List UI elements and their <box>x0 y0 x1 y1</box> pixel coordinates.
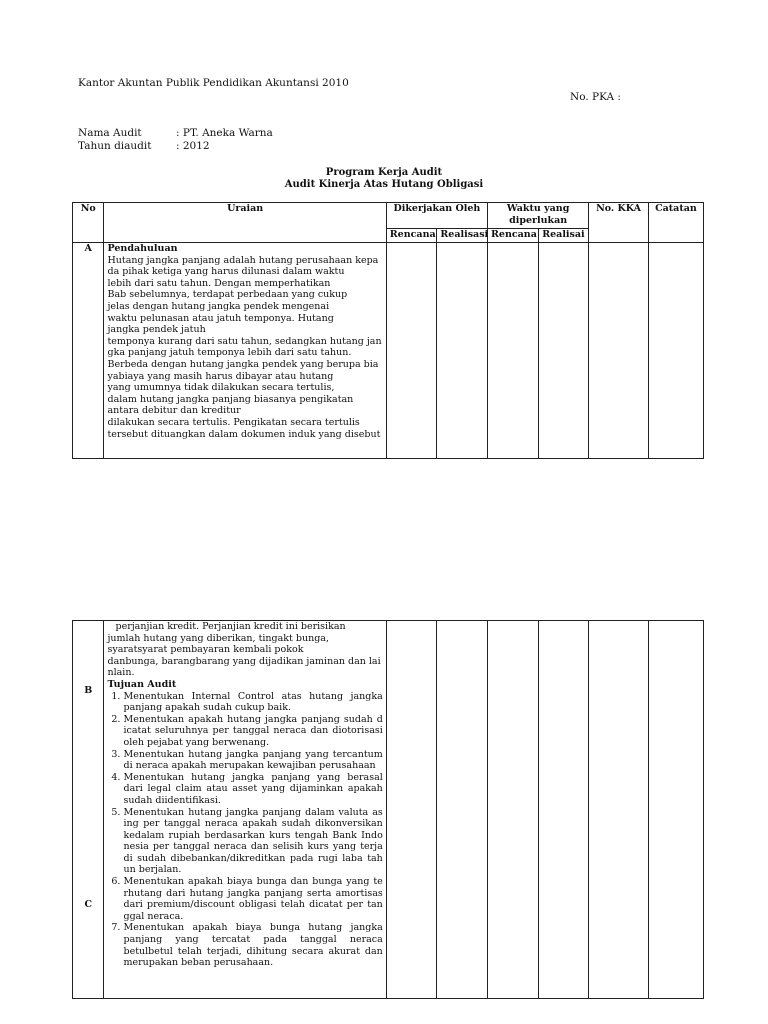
list-item: 2. Menentukan apakah hutang jangka panjang sudah d icatat seluruhnya per tanggal neraca dan diotorisasi oleh pejabat yang berwenang. <box>123 714 382 749</box>
text-line: Berbeda dengan hutang jangka pendek yang berupa bia <box>107 358 379 370</box>
section-letters <box>73 621 104 999</box>
text-line: jelas dengan hutang jangka pendek mengenai <box>107 300 330 312</box>
cell-empty <box>386 621 437 999</box>
text-line: dalam hutang jangka panjang biasanya pengikatan <box>107 393 354 405</box>
cell-empty <box>488 243 539 459</box>
text-line: perjanjian kredit. Perjanjian kredit ini berisikan <box>115 621 346 632</box>
col-realisasi-1: Realisasi <box>437 229 488 243</box>
list-item: 1. Menentukan Internal Control atas hutang jangka panjang apakah sudah cukup baik. <box>123 691 382 714</box>
cell-empty <box>437 243 488 459</box>
year-label: Tahun diaudit <box>78 140 152 152</box>
section-a-heading: Pendahuluan <box>107 243 178 254</box>
text-line: temponya kurang dari satu tahun, sedangkan hutang jan <box>107 335 382 347</box>
col-rencana-1: Rencana <box>386 229 437 243</box>
continued-content <box>104 621 386 999</box>
cell-empty <box>648 243 703 459</box>
text-line: tersebut dituangkan dalam dokumen induk yang disebut <box>107 428 381 440</box>
text-line: danbunga, barangbarang yang dijadikan jaminan dan lai <box>107 655 381 667</box>
table-row <box>73 243 704 459</box>
col-dikerjakan-header: Dikerjakan Oleh <box>386 203 487 229</box>
audit-label: Nama Audit <box>78 127 142 139</box>
cell-empty <box>437 621 488 999</box>
text-line: yabiaya yang masih harus dibayar atau hutang <box>107 370 334 382</box>
doc-title: Program Kerja Audit <box>325 167 443 178</box>
audit-program-table-continued <box>72 620 704 999</box>
list-item: 7. Menentukan apakah biaya bunga hutang jangka panjang yang tercatat pada tanggal neraca betulbetul telah terjadi, dihitung secara akurat dan merupakan beban perusahaan. <box>123 922 382 968</box>
section-letter-a: A <box>73 243 104 459</box>
year-value: : 2012 <box>176 140 210 152</box>
text-line: jangka pendek jatuh <box>107 324 206 336</box>
cell-empty <box>386 243 437 459</box>
section-letter-c: C <box>84 899 93 910</box>
text-line: Bab sebelumnya, terdapat perbedaan yang cukup <box>107 289 348 301</box>
cell-empty <box>538 621 589 999</box>
cell-empty <box>589 621 649 999</box>
text-line: lebih dari satu tahun. Dengan memperhatikan <box>107 277 331 289</box>
list-item: 4. Menentukan hutang jangka panjang yang berasal dari legal claim atau asset yang dijaminkan apakah sudah diidentifikasi. <box>123 772 382 807</box>
cell-empty <box>488 621 539 999</box>
col-uraian-header: Uraian <box>104 203 386 243</box>
text-line: Hutang jangka panjang adalah hutang perusahaan kepa <box>107 254 379 266</box>
firm-name: Kantor Akuntan Publik Pendidikan Akuntansi 2010 <box>78 77 349 89</box>
audit-value: : PT. Aneka Warna <box>176 127 273 139</box>
col-no-header: No <box>73 203 104 243</box>
objectives-list <box>107 691 382 969</box>
audit-program-table <box>72 202 704 459</box>
text-line: waktu pelunasan atau jatuh temponya. Hutang <box>107 312 334 324</box>
text-line: antara debitur dan kreditur <box>107 405 241 417</box>
section-a-content <box>104 243 386 459</box>
cell-empty <box>589 243 649 459</box>
list-item: 5. Menentukan hutang jangka panjang dalam valuta as ing per tanggal neraca apakah sudah dikonversikan kedalam rupiah berdasarkan kurs tengah Bank Indo nesia per tanggal neraca dan selisih kurs yang terja di sudah dibebankan/dikreditkan pada rugi laba tah un berjalan. <box>123 807 382 877</box>
cell-empty <box>648 621 703 999</box>
list-item: 6. Menentukan apakah biaya bunga dan bunga yang te rhutang dari hutang jangka panjang serta amortisas dari premium/discount obligasi telah dicatat per tan ggal neraca. <box>123 876 382 922</box>
col-catatan-header: Catatan <box>648 203 703 243</box>
doc-subtitle: Audit Kinerja Atas Hutang Obligasi <box>284 179 484 190</box>
text-line: yang umumnya tidak dilakukan secara tertulis, <box>107 382 335 394</box>
text-line: jumlah hutang yang diberikan, tingakt bunga, <box>107 632 329 644</box>
section-letter-b: B <box>84 685 93 696</box>
table-row <box>73 621 704 999</box>
text-line: dilakukan secara tertulis. Pengikatan secara tertulis <box>107 416 360 428</box>
cell-empty <box>538 243 589 459</box>
pka-number: No. PKA : <box>570 91 621 103</box>
text-line: gka panjang jatuh temponya lebih dari satu tahun. <box>107 347 352 359</box>
col-kka-header: No. KKA <box>589 203 649 243</box>
text-line: da pihak ketiga yang harus dilunasi dalam waktu <box>107 266 345 278</box>
list-item: 3. Menentukan hutang jangka panjang yang tercantum di neraca apakah merupakan kewajiban perusahaan <box>123 749 382 772</box>
text-line: nlain. <box>107 667 135 679</box>
col-rencana-2: Rencana <box>488 229 539 243</box>
col-realisasi-2: Realisai <box>538 229 589 243</box>
col-waktu-header: Waktu yang diperlukan <box>488 203 589 229</box>
section-b-heading: Tujuan Audit <box>107 678 177 690</box>
text-line: syaratsyarat pembayaran kembali pokok <box>107 644 304 656</box>
